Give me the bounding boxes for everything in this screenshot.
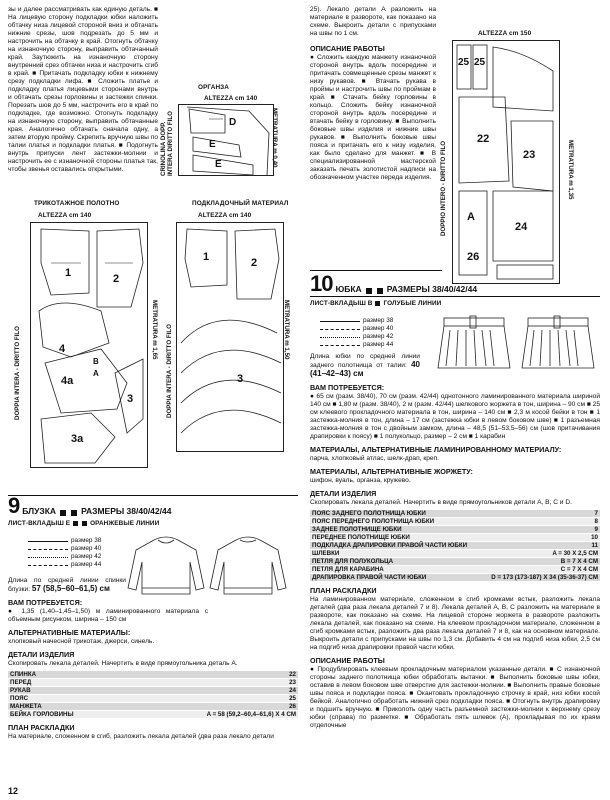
sec10-layout-text: На ламинированном материале, сложенном в сгиб кромками встык, разложить лекала деталей (два раза лекала деталей 7 и 8). Лекала деталей A, B, C разложить на материале в развороте, как показано на схеме. На лицевой стороне жоржета в развороте разложить лекала деталей, как показано на схеме. На клеевом прокладочном материале, сложенном в сгиб кромками встык, разложить два раза лекала деталей 7 и 8, как на основном материале. Выкроить детали с припусками на швы по 1,3 см. Добавить 4 см на подгиб низа юбки, 2,5 см на подгиб низа драпировки правой части юбки. (310, 596, 600, 652)
size-label: размер 44 (363, 341, 394, 348)
organza-letter-e1: E (209, 139, 216, 150)
blouse-letter-25a: 25 (458, 57, 470, 68)
sec10-header (310, 271, 478, 296)
part-name: ШЛЕВКИ (310, 550, 481, 558)
square-icon (377, 288, 383, 294)
size-line-icon (28, 565, 68, 566)
jersey-metratura: METRATURA m 1,65 (151, 300, 158, 360)
lining-altezza: ALTEZZA cm 140 (198, 212, 252, 219)
part-value: 10 (481, 534, 600, 542)
jersey-letter-3a: 3a (71, 433, 84, 445)
sec10-sheet (310, 300, 600, 307)
size-label: размер 40 (363, 325, 394, 332)
sec9-alt-heading: АЛЬТЕРНАТИВНЫЕ МАТЕРИАЛЫ: (8, 628, 131, 637)
sec9-sheet-lines: ОРАНЖЕВЫЕ ЛИНИИ (90, 520, 160, 527)
size-line-icon (28, 557, 68, 558)
sec10-work-heading: ОПИСАНИЕ РАБОТЫ (310, 656, 385, 666)
jersey-letter-b: B (93, 357, 99, 366)
size-label: размер 38 (363, 317, 394, 324)
part-name: ПОЯС ЗАДНЕГО ПОЛОТНИЩА ЮБКИ (310, 510, 481, 518)
size-line-icon (320, 337, 360, 338)
organza-label: ОРГАНЗА (198, 84, 230, 91)
sec9-parts-heading: ДЕТАЛИ ИЗДЕЛИЯ (8, 650, 75, 659)
sec10-sizes-title: РАЗМЕРЫ 38/40/42/44 (386, 284, 478, 294)
table-row (310, 574, 600, 582)
lining-metratura: METRATURA m 1,50 (283, 300, 290, 360)
part-name: ДРАПИРОВКА ПРАВОЙ ЧАСТИ ЮБКИ (310, 574, 481, 582)
sec10-alt2-text: шифон, вуаль, органза, кружево. (310, 477, 411, 484)
jersey-pattern (30, 222, 148, 468)
sec10-layout-heading: ПЛАН РАСКЛАДКИ (310, 586, 377, 596)
sec10-alt-heading: МАТЕРИАЛЫ, АЛЬТЕРНАТИВНЫЕ ЛАМИНИРОВАННОМУ МАТЕРИАЛУ: (310, 445, 562, 454)
sec9-number: 9 (8, 493, 20, 518)
sec9-header (8, 493, 172, 518)
sec9-sizes-title: РАЗМЕРЫ 38/40/42/44 (81, 506, 172, 516)
left-top-paragraph: зы и далее рассматривать как единую деталь. ■ На лицевую сторону подкладки юбки наложить обтачку низа лицевой стороной вниз и обтачать нижние срезы, шов подрезать до 5 мм и настрочить на обтачку в край. Отогнуть обтачку на изнаночную сторону, выправить обтачанный край. Заутюжить на изнаночную сторону внутренний срез обтачки низа и настрочить сгиб в край. ■ Притачать подкладку юбки к нижнему срезу подкладки лифа. ■ Сложить платье и подкладку платья лицевыми сторонами внутрь и обтачать срезы горловины и застежки спинки. Порезать шов до 5 мм, настрочить его в край по подкладке, где возможно. Отогнуть подкладку на изнаночную сторону, выправить обтачанные края. Аналогично обтачать сначала одну, а затем вторую пройму. Скрепить вручную швы по талии платья и подкладки платья. ■ Подогнуть внутрь припуски лент застежки-молнии и настрочить ее с изнаночной стороны платья так, чтобы звенья оставались открытыми. (8, 6, 158, 173)
sec10-sheet-name: ЛИСТ-ВКЛАДЫШ В (310, 300, 373, 307)
blouse-letter-22: 22 (477, 133, 490, 145)
size-line-icon (320, 329, 360, 330)
size-line-icon (28, 541, 68, 542)
square-icon (366, 288, 372, 294)
jersey-letter-4: 4 (59, 343, 66, 355)
jersey-side-label: DOPPIA INTERA - DIRITTO FILO (14, 326, 21, 420)
square-icon (375, 301, 380, 306)
sec9-parts-text: Скопировать лекала деталей. Начертить в виде прямоугольника деталь А. (8, 660, 238, 667)
sec10-parts-table (310, 510, 600, 582)
lining-letter-2: 2 (251, 257, 258, 269)
sec9-parts-table (8, 671, 298, 719)
sec9-length (8, 577, 126, 594)
organza-metratura: METRATURA m 0,40 (271, 108, 278, 168)
part-value: B = 7 X 4 CM (481, 558, 600, 566)
part-value: D = 173 (173-187) X 34 (35-36-37) CM (481, 574, 600, 582)
organza-letter-d: D (229, 117, 237, 128)
part-name: ПОЯС ПЕРЕДНЕГО ПОЛОТНИЩА ЮБКИ (310, 518, 481, 526)
sec10-number: 10 (310, 271, 333, 296)
sec10-length (310, 353, 420, 379)
part-name: ПЕТЛЯ ДЛЯ ПОЛУКОЛЬЦА (310, 558, 481, 566)
jersey-letter-a: A (93, 369, 99, 378)
size-label: размер 42 (363, 333, 394, 340)
size-label: размер 44 (71, 561, 102, 568)
size-line-icon (320, 345, 360, 346)
blouse-letter-25b: 25 (474, 57, 486, 68)
sec10-parts-heading: ДЕТАЛИ ИЗДЕЛИЯ (310, 489, 377, 498)
blouse-altezza: ALTEZZA cm 150 (478, 30, 532, 37)
jersey-altezza: ALTEZZA cm 140 (38, 212, 92, 219)
sec9-length-note: Длина по средней линии спинки блузки: (8, 577, 126, 593)
sec10-alt-text: парча, хлопковый атлас, шелк-драп, креп. (310, 455, 439, 462)
sec10-sheet-lines: ГОЛУБЫЕ ЛИНИИ (383, 300, 442, 307)
table-row (8, 711, 298, 719)
blouse-layout-pattern (452, 40, 560, 284)
jersey-letter-4a: 4a (61, 375, 74, 387)
sec10-bottom-rule (310, 296, 600, 297)
square-icon (71, 510, 77, 516)
part-name: ПЕТЛЯ ДЛЯ КАРАБИНА (310, 566, 481, 574)
lining-label: ПОДКЛАДОЧНЫЙ МАТЕРИАЛ (192, 200, 289, 207)
table-row (310, 566, 600, 574)
part-name: РУКАВ (8, 687, 130, 695)
lining-pattern (176, 222, 284, 452)
size-line-icon (320, 321, 360, 322)
blouse-letter-23: 23 (523, 149, 536, 161)
table-row (8, 671, 298, 679)
part-name: ПЕРЕД (8, 679, 130, 687)
part-value: 25 (130, 695, 298, 703)
sec10-title: ЮБКА (335, 284, 362, 294)
right-work-heading: ОПИСАНИЕ РАБОТЫ (310, 44, 385, 53)
jersey-letter-3: 3 (127, 393, 134, 405)
blouse-letter-26: 26 (467, 251, 480, 263)
sec10-length-value: 40 (41–42–43) см (310, 360, 420, 378)
table-row (8, 695, 298, 703)
part-value: 24 (130, 687, 298, 695)
skirt-illustration (430, 312, 602, 376)
part-name: ЗАДНЕЕ ПОЛОТНИЩЕ ЮБКИ (310, 526, 481, 534)
lining-letter-3: 3 (237, 373, 244, 385)
sec9-sheet-name: ЛИСТ-ВКЛАДЫШ Е (8, 520, 71, 527)
part-value: 22 (130, 671, 298, 679)
table-row (310, 510, 600, 518)
part-name: БЕЙКА ГОРЛОВИНЫ (8, 711, 130, 719)
blouse-side-label: DOPPIO INTERO - DIRITTO FILO (440, 140, 447, 236)
blouse-metratura: METRATURA m 1,35 (567, 140, 574, 200)
jersey-letter-1: 1 (65, 267, 72, 279)
sec10-need-text: ● 65 см (разм. 38/40), 70 см (разм. 42/44) однотонного ламинированного материала шириной 140 см ■ 1,80 м (разм. 38/40), 2 м (разм. 42/44) шелкового жоржета в тон, ширина – 90 см ■ 25 см клеевого прокладочного материала в тон, ширина – 140 см ■ 2,3 м косой бейки в тон ■ 1 застежка-молния в тон, длина – 17 см (застежка юбки в левом боковом шве) ■ 1 разъемная застежка-молния в тон с двойным замком, длина – 48,5 (51–53,5–56) см (шов притачивания драпировки к поясу) ■ 1 полукольцо, размер – 2 см ■ 1 карабин (310, 393, 600, 440)
lining-side-label: DOPPIA INTERA - DIRITTO FILO (166, 324, 173, 418)
right-top-paragraph: 25). Лекало детали А разложить на материале в развороте, как показано на схеме. Выкроить детали с припусками на швы по 1 см. (310, 6, 436, 37)
part-name: СПИНКА (8, 671, 130, 679)
blouse-illustration (124, 532, 298, 600)
sec10-length-note: Длина юбки по средней линии заднего полотнища от талии: (310, 353, 420, 369)
right-work-text: ● Сложить каждую манжету изнаночной стороной внутрь вдоль посередине и притачать совмещенные срезы манжет к низу рукавов. ■ Втачать рукава в проймы и настрочить швы по проймам в край. ■ Стачать бейку горловины в кольцо. Сложить бейку изнаночной стороной внутрь вдоль посередине и втачать бейку в горловину. ■ Выполнить боковые швы изделия и нижние швы рукавов. ■ Выполнить боковые швы пояса и притачать его к низу изделия, как было сделано для манжет. ■ В специализированной мастерской заказать печать золотистой надписи на обозначенном участке переда изделия. (310, 54, 436, 181)
table-row (8, 679, 298, 687)
sec10-alt2-heading: МАТЕРИАЛЫ, АЛЬТЕРНАТИВНЫЕ ЖОРЖЕТУ: (310, 467, 473, 476)
part-value: 9 (481, 526, 600, 534)
organza-side-label: CRINOLINA DOPP. INTERA DIRITTO FILO (160, 111, 174, 176)
organza-letter-e2: E (215, 159, 222, 170)
sec9-sheet (8, 520, 298, 527)
sec9-need-text: ● 1,35 (1,40–1,45–1,50) м ламинированного материала с объемным рисунком, ширина – 150 см (8, 608, 208, 623)
lining-letter-1: 1 (203, 251, 210, 263)
table-row (310, 558, 600, 566)
size-label: размер 40 (71, 545, 102, 552)
right-top-text-block (310, 6, 436, 182)
square-icon (73, 521, 78, 526)
part-name: ПОДКЛАДКА ДРАПИРОВКИ ПРАВОЙ ЧАСТИ ЮБКИ (310, 542, 481, 550)
part-name: МАНЖЕТА (8, 703, 130, 711)
blouse-letter-a: A (467, 211, 475, 223)
part-value: C = 7 X 4 CM (481, 566, 600, 574)
table-row (310, 534, 600, 542)
organza-altezza: ALTEZZA cm 140 (204, 95, 258, 102)
page-number: 12 (8, 786, 19, 796)
sec9-length-value: 57 (58,5–60–61,5) см (31, 584, 110, 593)
size-label: размер 38 (71, 537, 102, 544)
part-value: 26 (130, 703, 298, 711)
organza-pattern (178, 104, 274, 176)
table-row (8, 703, 298, 711)
table-row (8, 687, 298, 695)
square-icon (82, 521, 87, 526)
size-label: размер 42 (71, 553, 102, 560)
part-value: 7 (481, 510, 600, 518)
table-row (310, 550, 600, 558)
part-name: ПОЯС (8, 695, 130, 703)
part-value: 11 (481, 542, 600, 550)
blouse-letter-24: 24 (515, 221, 528, 233)
sec9-need-heading: ВАМ ПОТРЕБУЕТСЯ: (8, 598, 83, 607)
sec9-alt-text: хлопковый начесной трикотаж, джерси, синель. (8, 638, 155, 645)
table-row (310, 526, 600, 534)
square-icon (60, 510, 66, 516)
part-value: 8 (481, 518, 600, 526)
sec9-layout-heading: ПЛАН РАСКЛАДКИ (8, 723, 75, 733)
sec9-layout-text: На материале, сложенном в сгиб, разложить лекала деталей (два раза лекало детали (8, 733, 274, 741)
part-value: 23 (130, 679, 298, 687)
sec10-work-text: ● Продублировать клеевым прокладочным материалом указанные детали. ■ С изнаночной стороны заднего полотнища юбки обработать вытачки. ■ Выполнить боковые швы юбки, оставив в левом боковом шве отверстие для застежки-молнии. ■ Выполнить правые боковые швы пояса и подкладки пояса. ■ Окантовать прокладочную строчку в край, низ юбки косой бейкой. Аналогично обработать нижний срез подкладки пояса. ■ Отогнуть внутрь драпировку и подшить вручную. ■ Приколоть одну часть разъемной застежки-молнии к верхнему срезу юбки (справа) по разметке. ■ Обработать пять шлевок (А), прокладывая по их краям отделочные (310, 666, 600, 730)
jersey-label: ТРИКОТАЖНОЕ ПОЛОТНО (34, 200, 120, 207)
part-name: ПЕРЕДНЕЕ ПОЛОТНИЩЕ ЮБКИ (310, 534, 481, 542)
table-row (310, 518, 600, 526)
sec10-parts-text: Скопировать лекала деталей. Начертить в виде прямоугольников детали А, В, С и D. (310, 499, 572, 506)
sec10-need-heading: ВАМ ПОТРЕБУЕТСЯ: (310, 383, 385, 392)
size-line-icon (28, 549, 68, 550)
jersey-letter-2: 2 (113, 273, 120, 285)
part-value: A = 30 X 2,5 CM (481, 550, 600, 558)
table-row (310, 542, 600, 550)
part-value: A = 58 (59,2–60,4–61,6) X 4 CM (130, 711, 298, 719)
sec9-title: БЛУЗКА (22, 506, 57, 516)
